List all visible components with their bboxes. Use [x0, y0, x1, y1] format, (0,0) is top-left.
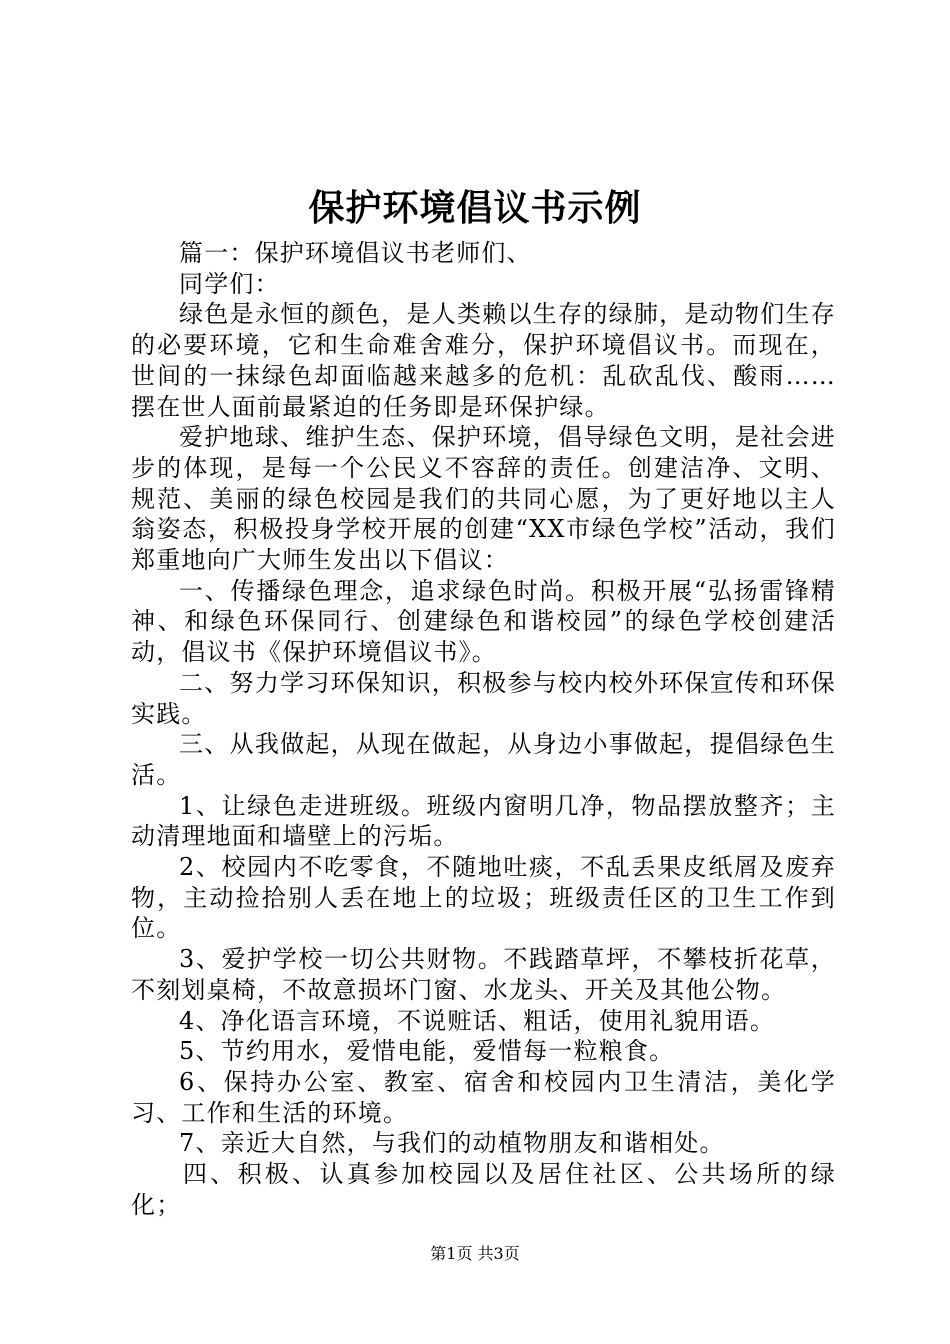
paragraph-proposal-two: 二、努力学习环保知识，积极参与校内校外环保宣传和环保实践。: [131, 668, 836, 728]
paragraph-salutation: 同学们：: [179, 269, 280, 298]
paragraph-item-4: 4、净化语言环境，不说赃话、粗话，使用礼貌用语。: [179, 1006, 776, 1035]
paragraph-item-2: 2、校园内不吃零食，不随地吐痰，不乱丢果皮纸屑及废弃物，主动捡拾别人丢在地上的垃圾；班级责任区的卫生工作到位。: [131, 853, 836, 943]
paragraph-proposal-three: 三、从我做起，从现在做起，从身边小事做起，提倡绿色生活。: [131, 730, 836, 789]
paragraph-item-3: 3、爱护学校一切公共财物。不践踏草坪，不攀枝折花草，不刻划桌椅，不故意损坏门窗、水龙头、开关及其他公物。: [131, 945, 836, 1004]
document-title: 保护环境倡议书示例: [308, 187, 642, 229]
paragraph-item-1: 1、让绿色走进班级。班级内窗明几净，物品摆放整齐；主动清理地面和墙壁上的污垢。: [131, 791, 836, 851]
paragraph-proposal-four: 四、积极、认真参加校园以及居住社区、公共场所的绿化；: [131, 1160, 836, 1219]
paragraph-protect-earth: 爱护地球、维护生态、保护环境，倡导绿色文明，是社会进步的体现，是每一个公民义不容辞的责任。创建洁净、文明、规范、美丽的绿色校园是我们的共同心愿，为了更好地以主人翁姿态，积极投身学校开展的创建“XX市绿色学校”活动，我们郑重地向广大师生发出以下倡议：: [131, 423, 836, 575]
document-body: [131, 238, 836, 1221]
paragraph-item-7: 7、亲近大自然，与我们的动植物朋友和谐相处。: [179, 1129, 725, 1158]
paragraph-green-color: 绿色是永恒的颜色，是人类赖以生存的绿肺，是动物们生存的必要环境，它和生命难舍难分，保护环境倡议书。而现在，世间的一抹绿色却面临越来越多的危机：乱砍乱伐、酸雨……摆在世人面前最紧迫的任务即是环保护绿。: [131, 300, 836, 421]
paragraph-item-6: 6、保持办公室、教室、宿舍和校园内卫生清洁，美化学习、工作和生活的环境。: [131, 1067, 836, 1127]
paragraph-proposal-one: 一、传播绿色理念，追求绿色时尚。积极开展“弘扬雷锋精神、和绿色环保同行、创建绿色和谐校园”的绿色学校创建活动，倡议书《保护环境倡议书》。: [131, 576, 836, 667]
page-number-footer: 第1页 共3页: [430, 1244, 520, 1263]
paragraph-item-5: 5、节约用水，爱惜电能，爱惜每一粒粮食。: [179, 1037, 675, 1066]
paragraph-intro-heading: 篇一：保护环境倡议书老师们、: [179, 239, 532, 267]
